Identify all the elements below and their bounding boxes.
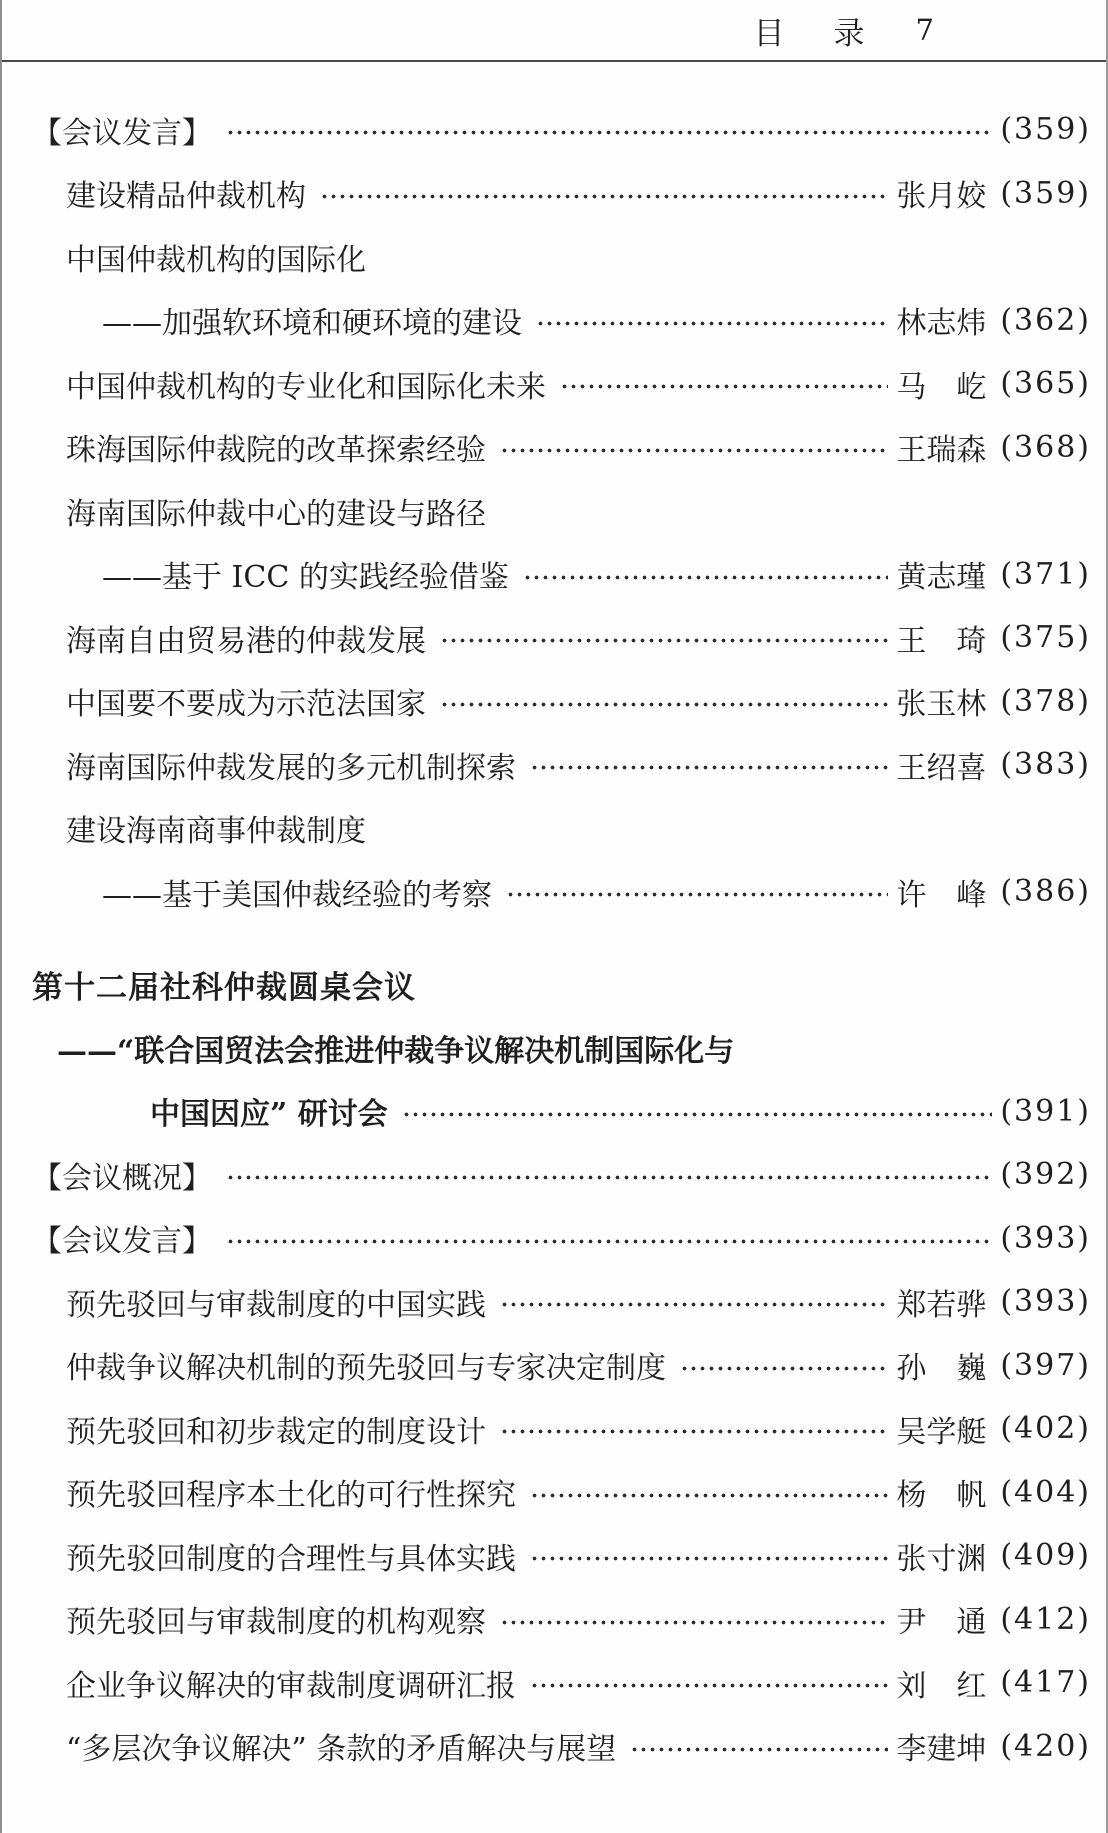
entry-title: 【会议概况】 (32, 1160, 212, 1196)
part-subtitle-text: 中国因应” 研讨会 (150, 1097, 388, 1133)
entry-author: 许 峰 (896, 877, 987, 913)
entry-page: (417) (1000, 1665, 1091, 1701)
entry-page: (378) (1000, 683, 1091, 719)
entry-title: ——基于 ICC 的实践经验借鉴 (102, 560, 509, 596)
entry-author: 黄志瑾 (896, 560, 987, 596)
dot-leader (320, 191, 888, 201)
toc-entry (2, 1715, 1106, 1779)
toc-entry (2, 1270, 1106, 1334)
entry-author: 李建坤 (896, 1732, 987, 1768)
entry-page: (397) (1000, 1347, 1091, 1383)
page-header (2, 0, 1106, 62)
dot-leader (530, 1490, 888, 1500)
toc-section-heading (2, 1207, 1106, 1271)
entry-author: 张寸渊 (896, 1541, 987, 1577)
entry-title: 海南自由贸易港的仲裁发展 (66, 623, 426, 659)
entry-author: 张月姣 (896, 179, 987, 215)
toc-entry-continuation (2, 860, 1106, 924)
toc-entry (2, 1397, 1106, 1461)
entry-title: 海南国际仲裁发展的多元机制探索 (66, 750, 516, 786)
entry-author: 王 琦 (896, 623, 987, 659)
entry-title: ——基于美国仲裁经验的考察 (102, 877, 492, 913)
entry-page: (359) (1000, 112, 1091, 148)
entry-title: 海南国际仲裁中心的建设与路径 (66, 496, 486, 532)
entry-page: (412) (1000, 1601, 1091, 1637)
dot-leader (530, 1554, 888, 1564)
dot-leader (402, 1109, 993, 1119)
part-subtitle-line2 (2, 1080, 1106, 1144)
entry-title: 【会议发言】 (32, 115, 212, 151)
dot-leader (500, 1300, 888, 1310)
entry-author: 尹 通 (896, 1605, 987, 1641)
dot-leader (226, 1173, 992, 1183)
entry-title: 预先驳回制度的合理性与具体实践 (66, 1541, 516, 1577)
toc-entry (2, 162, 1106, 226)
entry-author: 张玉林 (896, 687, 987, 723)
entry-page: (393) (1000, 1220, 1091, 1256)
entry-title: 建设海南商事仲裁制度 (66, 814, 366, 850)
dot-leader (226, 128, 992, 138)
entry-page: (365) (1000, 366, 1091, 402)
part-title (2, 953, 1106, 1017)
entry-author: 郑若骅 (896, 1287, 987, 1323)
entry-page: (362) (1000, 302, 1091, 338)
entry-title: 【会议发言】 (32, 1224, 212, 1260)
toc-entry (2, 1588, 1106, 1652)
dot-leader (500, 1427, 888, 1437)
header-title: 目 录 (753, 15, 874, 52)
entry-title: 预先驳回与审裁制度的机构观察 (66, 1605, 486, 1641)
dot-leader (536, 318, 888, 328)
dot-leader (530, 1681, 888, 1691)
toc-entry (2, 606, 1106, 670)
dot-leader (530, 763, 888, 773)
entry-title: 建设精品仲裁机构 (66, 179, 306, 215)
entry-author: 王瑞森 (896, 433, 987, 469)
dot-leader (506, 890, 888, 900)
toc-entry (2, 416, 1106, 480)
entry-title: 企业争议解决的审裁制度调研汇报 (66, 1668, 516, 1704)
part-title-text: 第十二届社科仲裁圆桌会议 (32, 969, 416, 1005)
part-subtitle-line1 (2, 1016, 1106, 1080)
dot-leader (630, 1744, 888, 1754)
toc-entry (2, 1524, 1106, 1588)
entry-page: (404) (1000, 1474, 1091, 1510)
entry-title: 中国要不要成为示范法国家 (66, 687, 426, 723)
dot-leader (560, 382, 888, 392)
dot-leader (500, 445, 888, 455)
toc-entry (2, 1461, 1106, 1525)
entry-page: (371) (1000, 556, 1091, 592)
toc-entry-continuation (2, 289, 1106, 353)
part-subtitle-text: ——“联合国贸法会推进仲裁争议解决机制国际化与 (57, 1033, 735, 1069)
toc-entry (2, 733, 1106, 797)
entry-page: (391) (1000, 1093, 1091, 1129)
entry-author: 杨 帆 (896, 1478, 987, 1514)
dot-leader (680, 1363, 888, 1373)
entry-author: 林志炜 (896, 306, 987, 342)
entry-author: 马 屹 (896, 369, 987, 405)
entry-author: 王绍喜 (896, 750, 987, 786)
toc-section-heading (2, 1143, 1106, 1207)
entry-title: “多层次争议解决” 条款的矛盾解决与展望 (66, 1732, 617, 1768)
entry-page: (393) (1000, 1284, 1091, 1320)
entry-page: (375) (1000, 620, 1091, 656)
entry-author: 刘 红 (896, 1668, 987, 1704)
entry-title: 预先驳回和初步裁定的制度设计 (66, 1414, 486, 1450)
toc-entry-continuation (2, 543, 1106, 607)
entry-page: (383) (1000, 747, 1091, 783)
entry-author: 孙 巍 (896, 1351, 987, 1387)
entry-page: (359) (1000, 175, 1091, 211)
toc-section-heading (2, 98, 1106, 162)
entry-page: (420) (1000, 1728, 1091, 1764)
toc-part-section (2, 953, 1106, 1144)
toc-entry (2, 1651, 1106, 1715)
header-page-number: 7 (915, 13, 934, 47)
entry-title: 预先驳回与审裁制度的中国实践 (66, 1287, 486, 1323)
entry-page: (368) (1000, 429, 1091, 465)
entry-page: (402) (1000, 1411, 1091, 1447)
entry-title: ——加强软环境和硬环境的建设 (102, 306, 522, 342)
dot-leader (226, 1236, 992, 1246)
entry-title: 预先驳回程序本土化的可行性探究 (66, 1478, 516, 1514)
dot-leader (523, 572, 888, 582)
entry-page: (392) (1000, 1157, 1091, 1193)
toc-entry (2, 1334, 1106, 1398)
entry-author: 吴学艇 (896, 1414, 987, 1450)
entry-page: (386) (1000, 874, 1091, 910)
toc-entry (2, 352, 1106, 416)
entry-title: 仲裁争议解决机制的预先驳回与专家决定制度 (66, 1351, 666, 1387)
entry-title: 珠海国际仲裁院的改革探索经验 (66, 433, 486, 469)
dot-leader (440, 636, 888, 646)
dot-leader (440, 699, 888, 709)
toc-body (2, 62, 1106, 1778)
dot-leader (500, 1617, 888, 1627)
toc-entry (2, 797, 1106, 861)
entry-page: (409) (1000, 1538, 1091, 1574)
toc-entry (2, 225, 1106, 289)
entry-title: 中国仲裁机构的专业化和国际化未来 (66, 369, 546, 405)
entry-title: 中国仲裁机构的国际化 (66, 242, 366, 278)
toc-entry (2, 479, 1106, 543)
toc-entry (2, 670, 1106, 734)
